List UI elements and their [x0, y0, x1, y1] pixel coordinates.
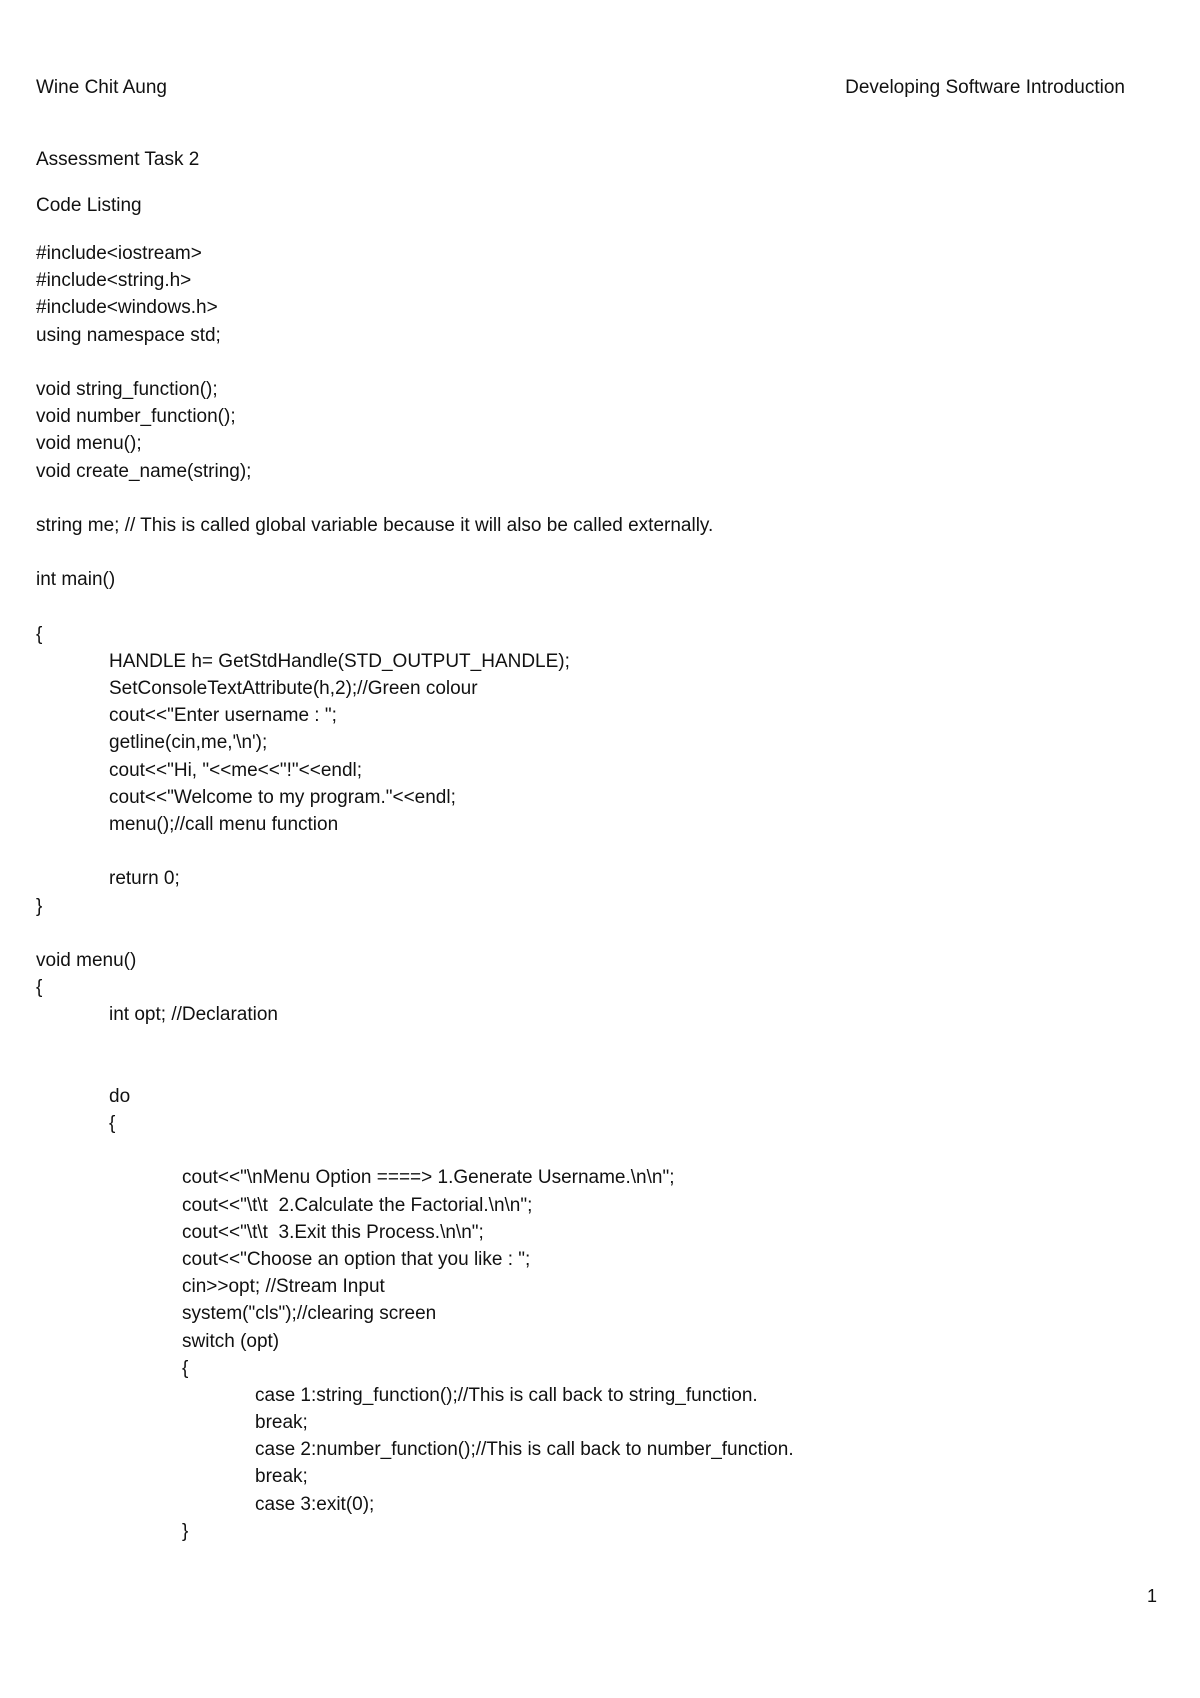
code-line: }: [36, 895, 43, 917]
code-line: void menu(): [36, 949, 137, 971]
code-line: [36, 349, 794, 376]
code-line: {: [109, 1113, 116, 1134]
code-line: #include<iostream>: [36, 243, 202, 264]
code-line: cout<<"Enter username : ";: [109, 705, 337, 727]
code-line: using namespace std;: [36, 324, 221, 346]
code-line: {: [182, 1357, 189, 1379]
code-line: case 1:string_function();//This is call back to string_function.: [255, 1384, 758, 1406]
code-line: [36, 485, 794, 512]
section-title: Code Listing: [36, 195, 142, 216]
code-line: menu();//call menu function: [109, 813, 339, 835]
code-line: cout<<"\t\t 3.Exit this Process.\n\n";: [182, 1221, 484, 1243]
code-line: cout<<"\nMenu Option ====> 1.Generate Username.\n\n";: [182, 1167, 675, 1189]
code-line: [36, 539, 794, 566]
code-line: int opt; //Declaration: [109, 1004, 278, 1026]
code-line: cout<<"Choose an option that you like : ";: [182, 1248, 531, 1270]
code-line: return 0;: [109, 868, 180, 890]
code-line: cout<<"Welcome to my program."<<endl;: [109, 786, 456, 808]
code-line: do: [109, 1085, 131, 1107]
code-line: break;: [255, 1412, 308, 1434]
code-line: [36, 920, 794, 947]
code-line: case 3:exit(0);: [255, 1493, 375, 1515]
code-line: #include<windows.h>: [36, 297, 218, 319]
code-line: SetConsoleTextAttribute(h,2);//Green colour: [109, 678, 478, 699]
header-course: Developing Software Introduction: [845, 77, 1125, 98]
code-line: void create_name(string);: [36, 460, 252, 482]
code-line: [36, 838, 794, 865]
code-listing: [36, 240, 794, 1545]
page-number: 1: [1146, 1586, 1157, 1606]
code-line: [36, 1056, 794, 1083]
code-line: void string_function();: [36, 378, 218, 400]
code-line: getline(cin,me,'\n');: [109, 732, 268, 754]
code-line: #include<string.h>: [36, 270, 192, 292]
code-line: string me; // This is called global variable because it will also be called externally.: [36, 514, 714, 536]
code-line: void menu();: [36, 433, 142, 455]
code-line: break;: [255, 1466, 308, 1488]
code-line: [36, 1137, 794, 1164]
code-line: case 2:number_function();//This is call back to number_function.: [255, 1439, 794, 1461]
code-line: cin>>opt; //Stream Input: [182, 1276, 385, 1298]
code-line: [36, 1028, 794, 1055]
code-line: system("cls");//clearing screen: [182, 1303, 437, 1325]
code-line: }: [182, 1520, 189, 1542]
code-line: {: [36, 623, 43, 645]
code-line: [36, 593, 794, 620]
header-author: Wine Chit Aung: [36, 77, 167, 98]
code-line: {: [36, 977, 43, 999]
code-line: switch (opt): [182, 1330, 280, 1352]
code-line: HANDLE h= GetStdHandle(STD_OUTPUT_HANDLE);: [109, 650, 570, 672]
code-line: cout<<"\t\t 2.Calculate the Factorial.\n\n";: [182, 1194, 533, 1216]
task-title: Assessment Task 2: [36, 149, 200, 170]
code-line: void number_function();: [36, 406, 236, 428]
code-line: cout<<"Hi, "<<me<<"!"<<endl;: [109, 759, 363, 781]
code-line: int main(): [36, 569, 116, 591]
